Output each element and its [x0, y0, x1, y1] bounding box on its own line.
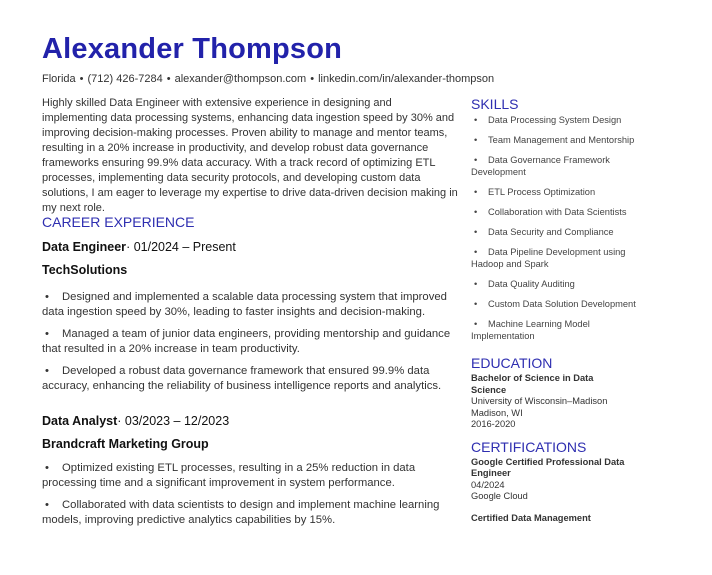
skill-item	[471, 226, 641, 238]
bullet-icon: •	[474, 135, 478, 145]
certification-issuer: Google Cloud	[471, 491, 528, 501]
skill-item	[471, 154, 641, 178]
school: University of Wisconsin–Madison	[471, 396, 608, 406]
certification-date: 04/2024	[471, 479, 505, 490]
job-bullet	[42, 498, 460, 528]
skills-list	[471, 114, 641, 342]
certification-entry	[471, 457, 641, 503]
certification-name: Google Certified Professional Data Engineer	[471, 456, 625, 478]
bullet-icon: •	[474, 115, 478, 125]
section-title-certifications: CERTIFICATIONS	[471, 438, 587, 455]
bullet-icon: •	[474, 227, 478, 237]
skill-text: Data Pipeline Development using Hadoop and Spark	[471, 247, 626, 269]
bullet-icon: •	[474, 247, 478, 257]
skill-item	[471, 114, 641, 126]
job-bullet	[42, 327, 460, 357]
skill-text: Machine Learning Model Implementation	[471, 319, 590, 341]
bullet-icon: •	[474, 187, 478, 197]
bullet-text: Developed a robust data governance framework that ensured 99.9% data accuracy, enhancing the reliability of business intelligence reports and analytics.	[42, 365, 442, 392]
job-company: Brandcraft Marketing Group	[42, 437, 209, 451]
job-entry	[42, 414, 460, 528]
bullet-text: Designed and implemented a scalable data processing system that improved data ingestion speed by 30%, leading to faster insights and decision-making.	[42, 291, 447, 318]
job-dates: · 03/2023 – 12/2023	[117, 414, 230, 428]
skill-text: Data Security and Compliance	[488, 227, 614, 237]
candidate-name: Alexander Thompson	[42, 33, 343, 65]
separator-dot: •	[310, 73, 315, 85]
job-role: Data Engineer	[42, 240, 127, 254]
bullet-icon: •	[474, 279, 478, 289]
job-title	[42, 414, 460, 428]
skill-item	[471, 278, 641, 290]
skill-item	[471, 298, 641, 310]
skill-item	[471, 134, 641, 146]
contact-line	[42, 73, 494, 85]
bullet-text: Collaborated with data scientists to design and implement machine learning models, improving predictive analytics capabilities by 15%.	[42, 499, 440, 526]
section-title-skills: SKILLS	[471, 96, 519, 112]
skill-text: ETL Process Optimization	[488, 187, 596, 197]
section-title-education: EDUCATION	[471, 355, 553, 371]
skill-item	[471, 186, 641, 198]
job-company: TechSolutions	[42, 263, 128, 277]
bullet-text: Managed a team of junior data engineers, providing mentorship and guidance that resulted in a 20% increase in team productivity.	[42, 328, 451, 355]
professional-summary: Highly skilled Data Engineer with extensive experience in designing and implementing data processing systems, enhancing data ingestion speed by 30% and improving decision-making processes. Proven ability to manage and mentor teams, resulting in a 20% increase in productivity, and develop robust data governance frameworks ensuring 99.9% data accuracy. With a track record of optimizing ETL processes, implementing data security protocols, and developing custom data solutions, I am eager to leverage my expertise to drive data-driven decision making in my next role.	[42, 97, 458, 214]
skill-text: Data Governance Framework Development	[471, 155, 610, 177]
skill-text: Custom Data Solution Development	[488, 299, 636, 309]
skill-text: Collaboration with Data Scientists	[488, 207, 627, 217]
job-bullet	[42, 461, 460, 491]
job-entry	[42, 240, 460, 394]
skill-item	[471, 246, 641, 270]
job-dates: · 01/2024 – Present	[126, 240, 236, 254]
contact-linkedin[interactable]: linkedin.com/in/alexander-thompson	[318, 73, 495, 85]
certification-entry	[471, 513, 641, 525]
experience-section	[42, 214, 460, 528]
separator-dot: •	[166, 73, 171, 85]
bullet-icon: •	[474, 299, 478, 309]
contact-location: Florida	[42, 73, 76, 85]
sidebar-column	[471, 96, 641, 524]
section-title-experience: CAREER EXPERIENCE	[42, 214, 195, 230]
bullet-icon: •	[45, 328, 49, 340]
bullet-icon: •	[45, 365, 49, 377]
job-bullet	[42, 290, 460, 320]
skill-item	[471, 318, 641, 342]
bullet-icon: •	[474, 155, 478, 165]
contact-phone: (712) 426-7284	[87, 73, 163, 85]
degree: Bachelor of Science in Data Science	[471, 373, 594, 395]
skill-text: Data Quality Auditing	[488, 279, 575, 289]
bullet-icon: •	[474, 207, 478, 217]
skill-text: Team Management and Mentorship	[488, 135, 635, 145]
job-title	[42, 240, 460, 254]
skill-item	[471, 206, 641, 218]
certification-name: Certified Data Management	[471, 512, 591, 523]
education-years: 2016-2020	[471, 419, 516, 429]
bullet-icon: •	[45, 499, 49, 511]
school-location: Madison, WI	[471, 407, 523, 418]
separator-dot: •	[79, 73, 84, 85]
job-role: Data Analyst	[42, 414, 118, 428]
job-bullet	[42, 364, 460, 394]
bullet-icon: •	[45, 462, 49, 474]
contact-email[interactable]: alexander@thompson.com	[174, 73, 307, 85]
bullet-icon: •	[474, 319, 478, 329]
bullet-text: Optimized existing ETL processes, resulting in a 25% reduction in data processing time and a significant improvement in system performance.	[42, 462, 416, 489]
skill-text: Data Processing System Design	[488, 115, 622, 125]
education-entry	[471, 373, 641, 431]
bullet-icon: •	[45, 291, 49, 303]
